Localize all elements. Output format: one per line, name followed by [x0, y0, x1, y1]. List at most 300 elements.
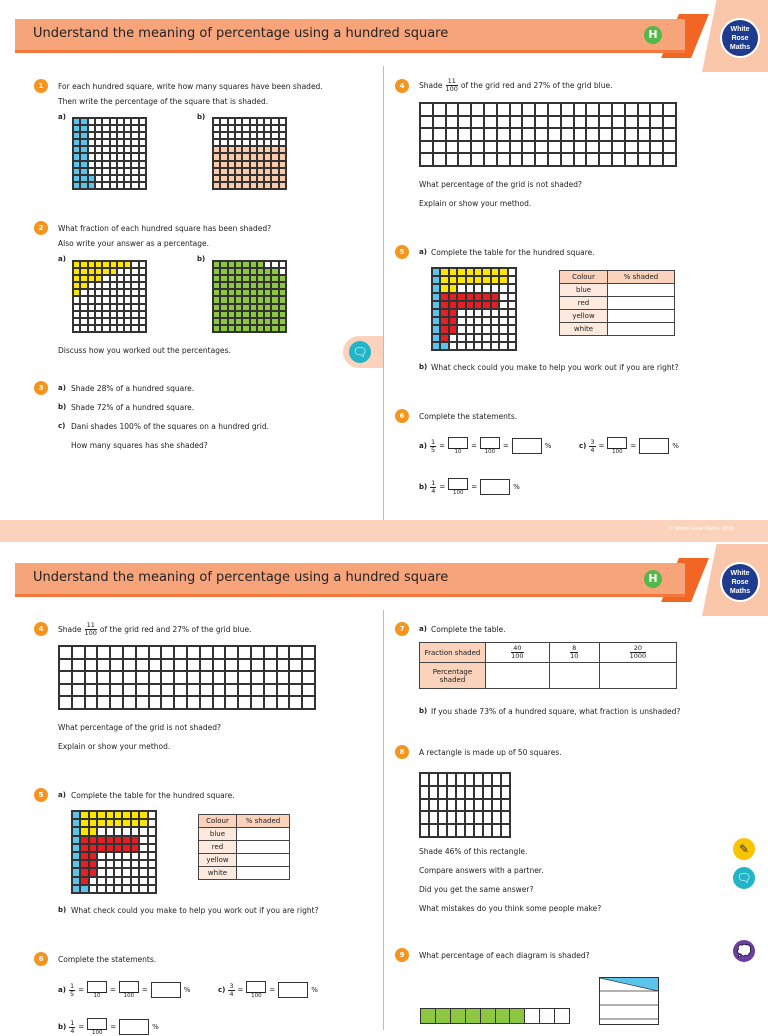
grid-cell[interactable] [235, 139, 242, 146]
grid-cell[interactable] [220, 153, 227, 160]
grid-cell[interactable] [586, 103, 599, 116]
grid-cell[interactable] [474, 317, 482, 325]
grid-cell[interactable] [279, 304, 286, 311]
grid-cell[interactable] [89, 827, 97, 835]
grid-cell[interactable] [257, 182, 264, 189]
grid-cell[interactable] [474, 284, 482, 292]
grid-cell[interactable] [242, 296, 249, 303]
grid-cell[interactable] [88, 118, 95, 125]
grid-cell[interactable] [225, 659, 238, 672]
grid-cell[interactable] [271, 325, 278, 332]
grid-cell[interactable] [482, 276, 490, 284]
grid-cell[interactable] [433, 116, 446, 129]
grid-cell[interactable] [466, 293, 474, 301]
grid-cell[interactable] [131, 261, 138, 268]
grid-cell[interactable] [279, 268, 286, 275]
grid-cell[interactable] [438, 773, 447, 786]
grid-cell[interactable] [72, 852, 80, 860]
grid-cell[interactable] [438, 824, 447, 837]
grid-cell[interactable] [522, 128, 535, 141]
hundred-square-q5[interactable] [431, 267, 517, 351]
grid-cell[interactable] [279, 289, 286, 296]
grid-cell[interactable] [174, 696, 187, 709]
grid-cell[interactable] [80, 125, 87, 132]
grid-cell[interactable] [277, 659, 290, 672]
grid-cell[interactable] [228, 182, 235, 189]
grid-cell[interactable] [474, 799, 483, 812]
grid-cell[interactable] [501, 773, 510, 786]
grid-cell[interactable] [238, 684, 251, 697]
grid-cell[interactable] [148, 860, 156, 868]
grid-cell[interactable] [187, 659, 200, 672]
grid-cell[interactable] [250, 168, 257, 175]
grid-cell[interactable] [110, 646, 123, 659]
grid-cell[interactable] [271, 311, 278, 318]
grid-cell[interactable] [279, 118, 286, 125]
grid-cell[interactable] [264, 646, 277, 659]
grid-cell[interactable] [586, 141, 599, 154]
grid-cell[interactable] [456, 786, 465, 799]
grid-cell[interactable] [228, 175, 235, 182]
grid-cell[interactable] [508, 325, 516, 333]
grid-cell[interactable] [492, 811, 501, 824]
grid-cell[interactable] [440, 284, 448, 292]
grid-cell[interactable] [482, 317, 490, 325]
grid-cell[interactable] [228, 325, 235, 332]
grid-cell[interactable] [420, 116, 433, 129]
grid-cell[interactable] [213, 289, 220, 296]
grid-cell[interactable] [88, 318, 95, 325]
grid-cell[interactable] [663, 128, 676, 141]
grid-cell[interactable] [73, 304, 80, 311]
grid-cell[interactable] [124, 153, 131, 160]
grid-cell[interactable] [97, 696, 110, 709]
grid-cell[interactable] [80, 844, 88, 852]
grid-cell[interactable] [264, 132, 271, 139]
grid-cell[interactable] [250, 268, 257, 275]
grid-cell[interactable] [279, 168, 286, 175]
grid-cell[interactable] [433, 128, 446, 141]
grid-cell[interactable] [235, 325, 242, 332]
grid-cell[interactable] [271, 175, 278, 182]
grid-cell[interactable] [271, 182, 278, 189]
grid-cell[interactable] [124, 311, 131, 318]
grid-cell[interactable] [264, 296, 271, 303]
grid-cell[interactable] [106, 836, 114, 844]
grid-cell[interactable] [508, 301, 516, 309]
answer-cell[interactable] [236, 828, 289, 841]
grid-cell[interactable] [213, 282, 220, 289]
grid-cell[interactable] [465, 824, 474, 837]
grid-cell[interactable] [220, 289, 227, 296]
grid-cell[interactable] [139, 318, 146, 325]
grid-cell[interactable] [122, 811, 130, 819]
grid-cell[interactable] [95, 296, 102, 303]
grid-cell[interactable] [213, 161, 220, 168]
grid-cell[interactable] [264, 304, 271, 311]
grid-cell[interactable] [432, 342, 440, 350]
grid-cell[interactable] [122, 885, 130, 893]
grid-cell[interactable] [213, 659, 226, 672]
grid-cell[interactable] [110, 304, 117, 311]
grid-cell[interactable] [522, 153, 535, 166]
grid-cell[interactable] [501, 799, 510, 812]
grid-cell[interactable] [499, 334, 507, 342]
answer-cell[interactable] [236, 867, 289, 880]
grid-cell[interactable] [225, 684, 238, 697]
grid-cell[interactable] [257, 261, 264, 268]
grid-cell[interactable] [257, 311, 264, 318]
grid-cell[interactable] [80, 182, 87, 189]
grid-cell[interactable] [465, 773, 474, 786]
grid-cell[interactable] [279, 261, 286, 268]
grid-cell[interactable] [429, 824, 438, 837]
grid-cell[interactable] [139, 877, 147, 885]
grid-cell[interactable] [271, 275, 278, 282]
grid-cell[interactable] [501, 811, 510, 824]
grid-cell[interactable] [139, 282, 146, 289]
grid-cell[interactable] [449, 317, 457, 325]
grid-cell[interactable] [131, 811, 139, 819]
grid-cell[interactable] [97, 659, 110, 672]
grid-cell[interactable] [456, 824, 465, 837]
grid-cell[interactable] [220, 125, 227, 132]
grid-cell[interactable] [102, 139, 109, 146]
grid-cell[interactable] [73, 261, 80, 268]
grid-cell[interactable] [89, 877, 97, 885]
grid-cell[interactable] [97, 885, 105, 893]
grid-cell[interactable] [242, 182, 249, 189]
grid-cell[interactable] [663, 141, 676, 154]
grid-cell[interactable] [73, 175, 80, 182]
grid-cell[interactable] [106, 868, 114, 876]
grid-cell[interactable] [139, 289, 146, 296]
grid-cell[interactable] [131, 282, 138, 289]
grid-cell[interactable] [440, 317, 448, 325]
grid-cell[interactable] [102, 318, 109, 325]
grid-cell[interactable] [102, 289, 109, 296]
grid-cell[interactable] [510, 116, 523, 129]
grid-cell[interactable] [257, 275, 264, 282]
grid-cell[interactable] [474, 773, 483, 786]
grid-cell[interactable] [510, 128, 523, 141]
grid-cell[interactable] [97, 868, 105, 876]
grid-cell[interactable] [225, 696, 238, 709]
grid-cell[interactable] [110, 275, 117, 282]
grid-cell[interactable] [242, 304, 249, 311]
grid-cell[interactable] [501, 786, 510, 799]
grid-cell[interactable] [139, 268, 146, 275]
grid-cell[interactable] [88, 175, 95, 182]
grid-cell[interactable] [117, 153, 124, 160]
grid-cell[interactable] [483, 824, 492, 837]
grid-cell[interactable] [482, 334, 490, 342]
grid-cell[interactable] [466, 276, 474, 284]
grid-cell[interactable] [213, 125, 220, 132]
grid-cell[interactable] [110, 161, 117, 168]
grid-cell[interactable] [72, 868, 80, 876]
grid-cell[interactable] [271, 146, 278, 153]
grid-cell[interactable] [88, 153, 95, 160]
grid-cell[interactable] [200, 659, 213, 672]
grid-cell[interactable] [97, 671, 110, 684]
grid-cell[interactable] [131, 182, 138, 189]
grid-cell[interactable] [80, 852, 88, 860]
grid-cell[interactable] [89, 811, 97, 819]
grid-cell[interactable] [465, 811, 474, 824]
grid-cell[interactable] [95, 289, 102, 296]
grid-cell[interactable] [85, 671, 98, 684]
grid-cell[interactable] [257, 139, 264, 146]
grid-cell[interactable] [508, 276, 516, 284]
grid-cell[interactable] [131, 836, 139, 844]
grid-cell[interactable] [102, 182, 109, 189]
grid-cell[interactable] [508, 317, 516, 325]
grid-cell[interactable] [433, 141, 446, 154]
grid-cell[interactable] [257, 296, 264, 303]
grid-cell[interactable] [80, 885, 88, 893]
grid-cell[interactable] [432, 325, 440, 333]
grid-cell[interactable] [73, 318, 80, 325]
grid-cell[interactable] [650, 153, 663, 166]
grid-cell[interactable] [187, 684, 200, 697]
thought-bubble-icon[interactable]: 💭 [733, 940, 755, 962]
grid-cell[interactable] [228, 275, 235, 282]
grid-cell[interactable] [73, 168, 80, 175]
grid-cell[interactable] [102, 261, 109, 268]
grid-cell[interactable] [148, 827, 156, 835]
grid-cell[interactable] [599, 153, 612, 166]
grid-cell[interactable] [235, 311, 242, 318]
grid-cell[interactable] [88, 282, 95, 289]
grid-cell[interactable] [136, 696, 149, 709]
grid-cell[interactable] [491, 334, 499, 342]
grid-cell[interactable] [213, 304, 220, 311]
grid-cell[interactable] [124, 261, 131, 268]
grid-cell[interactable] [429, 773, 438, 786]
grid-cell[interactable] [561, 128, 574, 141]
grid-cell[interactable] [238, 659, 251, 672]
grid-cell[interactable] [220, 275, 227, 282]
grid-cell[interactable] [420, 141, 433, 154]
grid-cell[interactable] [80, 153, 87, 160]
grid-cell[interactable] [250, 146, 257, 153]
grid-cell[interactable] [124, 282, 131, 289]
grid-cell[interactable] [95, 168, 102, 175]
grid-cell[interactable] [440, 293, 448, 301]
grid-cell[interactable] [663, 116, 676, 129]
grid-cell[interactable] [213, 646, 226, 659]
grid-cell[interactable] [420, 153, 433, 166]
grid-cell[interactable] [250, 289, 257, 296]
grid-cell[interactable] [89, 844, 97, 852]
grid-cell[interactable] [474, 301, 482, 309]
grid-cell[interactable] [638, 153, 651, 166]
grid-cell[interactable] [242, 153, 249, 160]
grid-cell[interactable] [80, 296, 87, 303]
grid-cell[interactable] [228, 268, 235, 275]
grid-cell[interactable] [131, 268, 138, 275]
grid-cell[interactable] [492, 786, 501, 799]
grid-cell[interactable] [446, 141, 459, 154]
grid-cell[interactable] [433, 153, 446, 166]
grid-cell[interactable] [429, 799, 438, 812]
grid-cell[interactable] [95, 261, 102, 268]
hundred-square-q2a[interactable] [72, 260, 147, 333]
grid-cell[interactable] [139, 325, 146, 332]
grid-cell[interactable] [271, 296, 278, 303]
grid-cell[interactable] [123, 671, 136, 684]
grid-cell[interactable] [124, 268, 131, 275]
grid-cell[interactable] [471, 103, 484, 116]
grid-cell[interactable] [220, 304, 227, 311]
grid-cell[interactable] [458, 128, 471, 141]
grid-cell[interactable] [174, 671, 187, 684]
grid-cell[interactable] [535, 153, 548, 166]
grid-cell[interactable] [257, 282, 264, 289]
grid-cell[interactable] [117, 125, 124, 132]
grid-cell[interactable] [73, 182, 80, 189]
grid-cell[interactable] [432, 284, 440, 292]
grid-cell[interactable] [491, 309, 499, 317]
grid-cell[interactable] [508, 342, 516, 350]
grid-cell[interactable] [438, 811, 447, 824]
grid-cell[interactable] [271, 132, 278, 139]
grid-cell[interactable] [508, 293, 516, 301]
grid-cell[interactable] [432, 268, 440, 276]
grid-cell[interactable] [95, 146, 102, 153]
grid-cell[interactable] [124, 182, 131, 189]
grid-cell[interactable] [114, 877, 122, 885]
grid-cell[interactable] [501, 824, 510, 837]
grid-cell[interactable] [279, 282, 286, 289]
grid-cell[interactable] [59, 659, 72, 672]
grid-cell[interactable] [139, 125, 146, 132]
hundred-square-q5[interactable] [71, 810, 157, 894]
grid-cell[interactable] [102, 311, 109, 318]
grid-cell[interactable] [491, 276, 499, 284]
grid-cell[interactable] [102, 296, 109, 303]
grid-cell[interactable] [97, 836, 105, 844]
grid-cell[interactable] [139, 819, 147, 827]
answer-cell[interactable] [608, 284, 675, 297]
grid-cell[interactable] [574, 116, 587, 129]
grid-cell[interactable] [95, 268, 102, 275]
grid-cell[interactable] [250, 118, 257, 125]
grid-cell[interactable] [264, 168, 271, 175]
grid-cell[interactable] [235, 289, 242, 296]
grid-cell[interactable] [117, 175, 124, 182]
grid-cell[interactable] [117, 146, 124, 153]
grid-cell[interactable] [161, 671, 174, 684]
grid-cell[interactable] [148, 877, 156, 885]
grid-cell[interactable] [117, 132, 124, 139]
grid-cell[interactable] [139, 885, 147, 893]
grid-cell[interactable] [482, 342, 490, 350]
grid-cell[interactable] [510, 153, 523, 166]
grid-cell[interactable] [440, 276, 448, 284]
grid-cell[interactable] [97, 819, 105, 827]
grid-cell[interactable] [277, 671, 290, 684]
grid-cell[interactable] [457, 284, 465, 292]
grid-cell[interactable] [213, 296, 220, 303]
grid-cell[interactable] [446, 153, 459, 166]
grid-cell[interactable] [279, 146, 286, 153]
grid-cell[interactable] [458, 153, 471, 166]
grid-cell[interactable] [510, 103, 523, 116]
grid-cell[interactable] [447, 773, 456, 786]
grid-cell[interactable] [242, 325, 249, 332]
grid-cell[interactable] [174, 659, 187, 672]
grid-cell[interactable] [124, 325, 131, 332]
grid-cell[interactable] [612, 116, 625, 129]
grid-cell[interactable] [228, 168, 235, 175]
grid-cell[interactable] [131, 275, 138, 282]
grid-cell[interactable] [213, 684, 226, 697]
grid-cell[interactable] [131, 819, 139, 827]
grid-cell[interactable] [279, 275, 286, 282]
grid-cell[interactable] [131, 132, 138, 139]
hundred-square-q1b[interactable] [212, 117, 287, 190]
grid-cell[interactable] [432, 317, 440, 325]
grid-cell[interactable] [213, 153, 220, 160]
grid-cell[interactable] [440, 268, 448, 276]
grid-cell[interactable] [458, 103, 471, 116]
grid-cell[interactable] [95, 153, 102, 160]
grid-cell[interactable] [139, 118, 146, 125]
grid-cell[interactable] [250, 175, 257, 182]
grid-cell[interactable] [80, 311, 87, 318]
answer-cell[interactable] [549, 663, 599, 689]
grid-cell[interactable] [250, 261, 257, 268]
grid-cell[interactable] [139, 275, 146, 282]
grid-cell[interactable] [449, 325, 457, 333]
grid-cell[interactable] [228, 132, 235, 139]
grid-cell[interactable] [139, 168, 146, 175]
grid-cell[interactable] [95, 325, 102, 332]
grid-cell[interactable] [110, 146, 117, 153]
grid-cell[interactable] [561, 103, 574, 116]
grid-cell[interactable] [482, 309, 490, 317]
grid-cell[interactable] [491, 317, 499, 325]
grid-cell[interactable] [136, 659, 149, 672]
grid-cell[interactable] [117, 296, 124, 303]
grid-cell[interactable] [279, 161, 286, 168]
grid-cell[interactable] [650, 103, 663, 116]
answer-cell[interactable] [599, 663, 676, 689]
grid-cell[interactable] [95, 282, 102, 289]
grid-cell[interactable] [124, 118, 131, 125]
grid-cell[interactable] [114, 827, 122, 835]
grid-cell[interactable] [124, 168, 131, 175]
grid-cell[interactable] [235, 275, 242, 282]
grid-cell[interactable] [484, 103, 497, 116]
grid-cell[interactable] [213, 139, 220, 146]
grid-cell[interactable] [432, 293, 440, 301]
grid-cell[interactable] [522, 141, 535, 154]
grid-cell[interactable] [213, 268, 220, 275]
grid-cell[interactable] [88, 261, 95, 268]
grid-cell[interactable] [446, 103, 459, 116]
grid-cell[interactable] [123, 646, 136, 659]
grid-cell[interactable] [97, 646, 110, 659]
grid-cell[interactable] [574, 141, 587, 154]
grid-cell[interactable] [139, 153, 146, 160]
answer-cell[interactable] [236, 841, 289, 854]
grid-cell[interactable] [117, 325, 124, 332]
grid-cell[interactable] [131, 325, 138, 332]
grid-cell[interactable] [586, 116, 599, 129]
